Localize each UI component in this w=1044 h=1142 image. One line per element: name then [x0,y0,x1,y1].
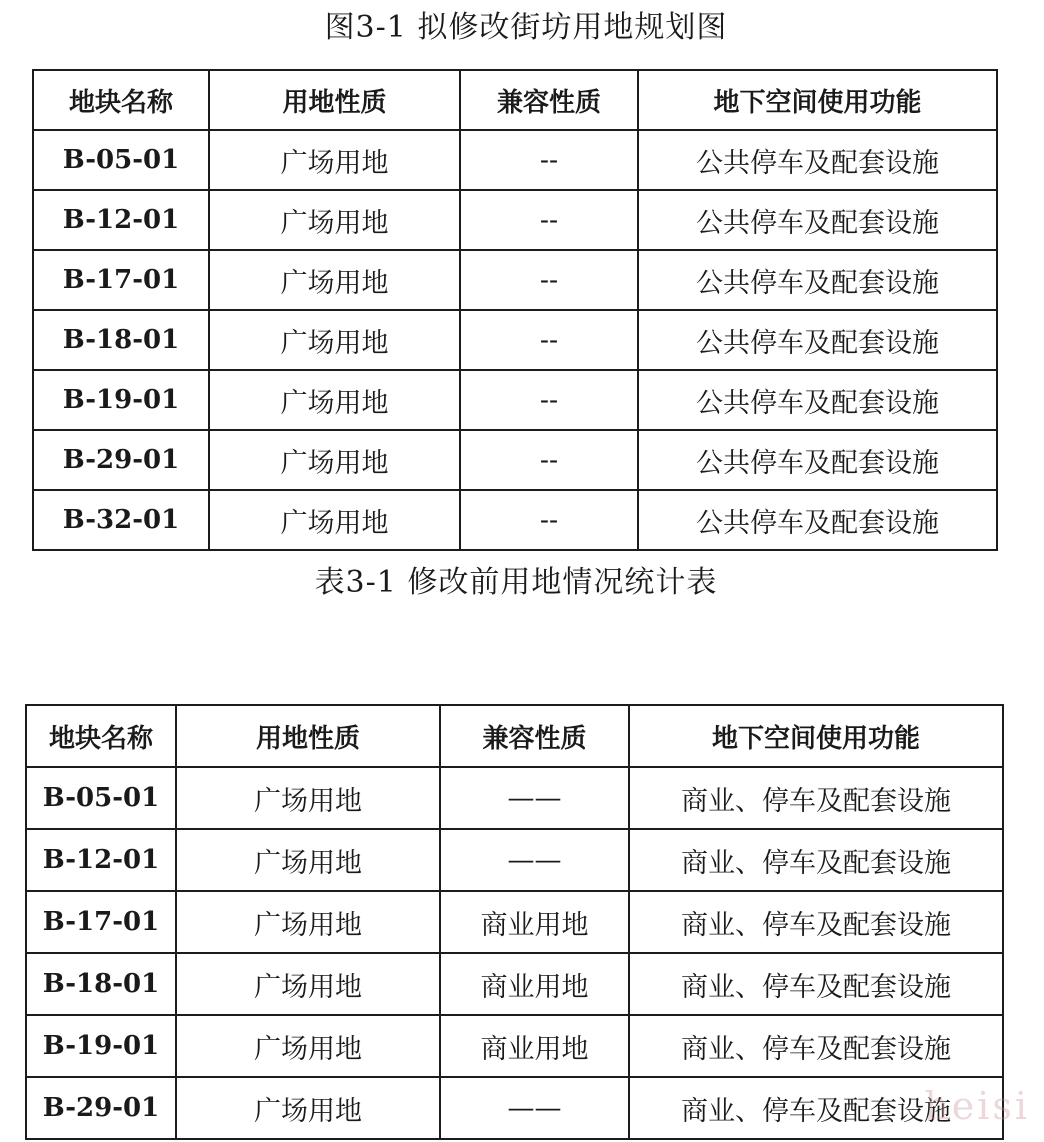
land-use-cell: 广场用地 [209,190,460,250]
parcel-name-cell: B-29-01 [33,430,209,490]
underground-function-cell: 公共停车及配套设施 [638,190,997,250]
header-parcel-name: 地块名称 [26,705,176,767]
table-caption: 表3-1 修改前用地情况统计表 [314,565,718,600]
parcel-name-cell: B-18-01 [26,953,176,1015]
table-row [26,953,1003,1015]
figure-caption: 图3-1 拟修改街坊用地规划图 [324,10,728,45]
table-row [33,370,997,430]
parcel-name-cell: B-05-01 [26,767,176,829]
header-land-use: 用地性质 [176,705,440,767]
table-row [26,767,1003,829]
table-row [33,250,997,310]
underground-function-cell: 商业、停车及配套设施 [629,891,1003,953]
land-use-cell: 广场用地 [176,829,440,891]
table-row [33,310,997,370]
underground-function-cell: 商业、停车及配套设施 [629,829,1003,891]
land-use-cell: 广场用地 [176,767,440,829]
parcel-name-cell: B-19-01 [33,370,209,430]
watermark: heisi [924,1084,1030,1128]
underground-function-cell: 公共停车及配套设施 [638,250,997,310]
header-underground-function: 地下空间使用功能 [629,705,1003,767]
land-use-cell: 广场用地 [209,130,460,190]
header-underground-function: 地下空间使用功能 [638,70,997,130]
table-row [26,829,1003,891]
table-header-row [33,70,997,130]
land-use-table-top [32,69,998,551]
land-use-cell: 广场用地 [176,1015,440,1077]
underground-function-cell: 公共停车及配套设施 [638,310,997,370]
underground-function-cell: 商业、停车及配套设施 [629,953,1003,1015]
parcel-name-cell: B-12-01 [33,190,209,250]
header-parcel-name: 地块名称 [33,70,209,130]
land-use-cell: 广场用地 [176,953,440,1015]
land-use-cell: 广场用地 [209,310,460,370]
compatible-use-cell: —— [440,767,629,829]
parcel-name-cell: B-17-01 [26,891,176,953]
land-use-cell: 广场用地 [176,1077,440,1139]
compatible-use-cell: -- [460,130,638,190]
table-row [26,1077,1003,1139]
header-land-use: 用地性质 [209,70,460,130]
table-row [33,190,997,250]
compatible-use-cell: —— [440,829,629,891]
compatible-use-cell: 商业用地 [440,1015,629,1077]
table-row [33,490,997,550]
compatible-use-cell: 商业用地 [440,953,629,1015]
land-use-table-bottom [25,704,1004,1140]
underground-function-cell: 公共停车及配套设施 [638,490,997,550]
compatible-use-cell: -- [460,310,638,370]
land-use-cell: 广场用地 [209,250,460,310]
table-row [26,891,1003,953]
parcel-name-cell: B-05-01 [33,130,209,190]
table-header-row [26,705,1003,767]
header-compatible-use: 兼容性质 [440,705,629,767]
header-compatible-use: 兼容性质 [460,70,638,130]
compatible-use-cell: -- [460,490,638,550]
underground-function-cell: 公共停车及配套设施 [638,370,997,430]
table-row [33,430,997,490]
land-use-cell: 广场用地 [209,490,460,550]
compatible-use-cell: —— [440,1077,629,1139]
compatible-use-cell: 商业用地 [440,891,629,953]
table-row [33,130,997,190]
compatible-use-cell: -- [460,250,638,310]
compatible-use-cell: -- [460,430,638,490]
underground-function-cell: 商业、停车及配套设施 [629,767,1003,829]
compatible-use-cell: -- [460,370,638,430]
underground-function-cell: 商业、停车及配套设施 [629,1015,1003,1077]
parcel-name-cell: B-12-01 [26,829,176,891]
underground-function-cell: 商业、停车及配套设施 [629,1077,1003,1139]
underground-function-cell: 公共停车及配套设施 [638,130,997,190]
parcel-name-cell: B-18-01 [33,310,209,370]
parcel-name-cell: B-29-01 [26,1077,176,1139]
land-use-cell: 广场用地 [209,370,460,430]
land-use-cell: 广场用地 [209,430,460,490]
parcel-name-cell: B-32-01 [33,490,209,550]
table-row [26,1015,1003,1077]
parcel-name-cell: B-17-01 [33,250,209,310]
underground-function-cell: 公共停车及配套设施 [638,430,997,490]
compatible-use-cell: -- [460,190,638,250]
parcel-name-cell: B-19-01 [26,1015,176,1077]
land-use-cell: 广场用地 [176,891,440,953]
